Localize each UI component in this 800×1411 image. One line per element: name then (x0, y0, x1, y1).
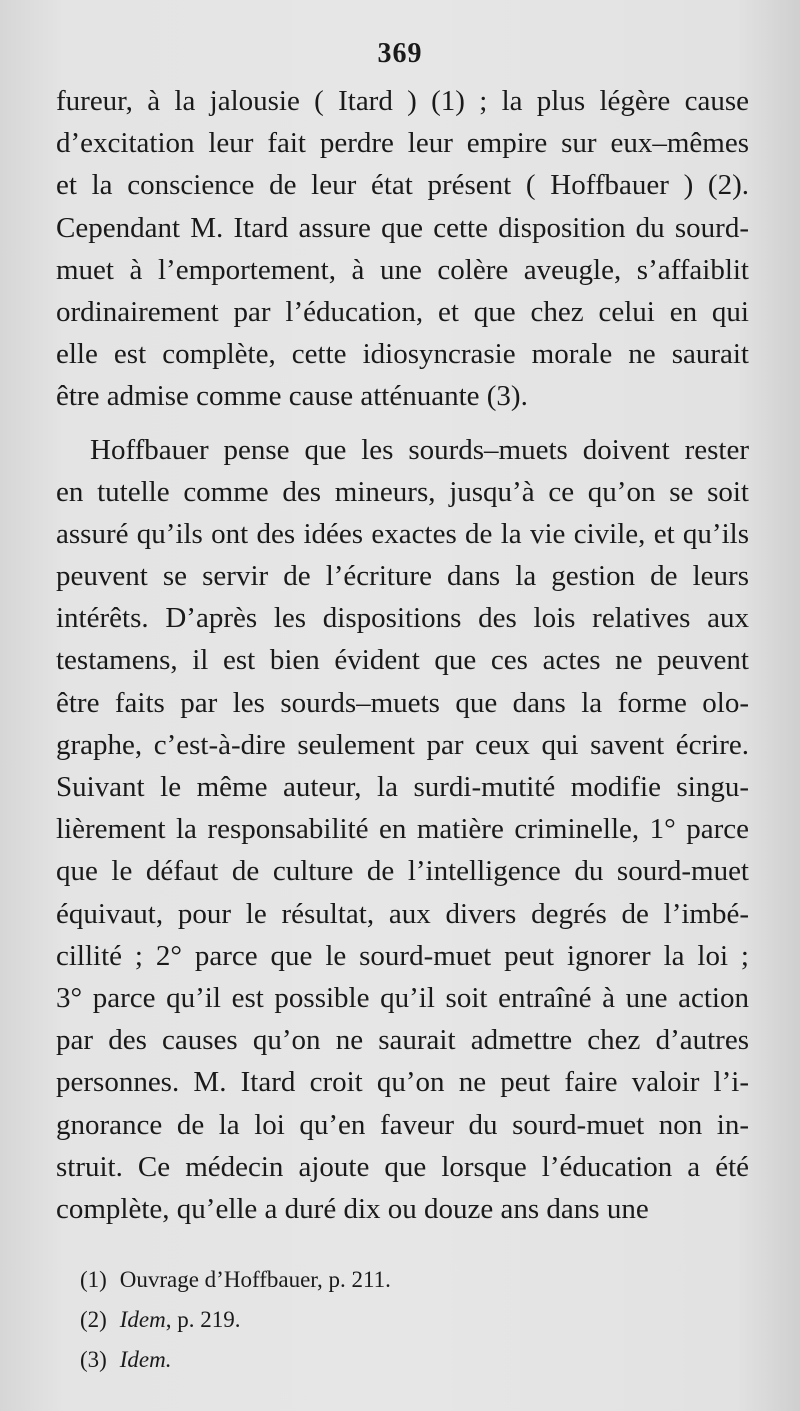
text-line: testamens, il est bien évident que ces actes ne peuvent (56, 644, 749, 677)
footnote-text-italic: Idem (119, 1307, 166, 1332)
text-line: personnes. M. Itard croit qu’on ne peut faire valoir l’i- (56, 1066, 749, 1099)
text-line: d’excitation leur fait perdre leur empire sur eux–mêmes (56, 127, 749, 160)
text-line: Hoffbauer pense que les sourds–muets doivent rester (90, 433, 749, 466)
text-line: muet à l’emportement, à une colère aveugle, s’affaiblit (56, 253, 749, 286)
text-line: assuré qu’ils ont des idées exactes de la vie civile, et qu’ils (56, 517, 749, 550)
text-line: lièrement la responsabilité en matière criminelle, 1° parce (56, 813, 749, 846)
footnote-number: (1) (80, 1267, 107, 1292)
text-line: que le défaut de culture de l’intelligence du sourd-muet (56, 855, 749, 888)
text-line: intérêts. D’après les dispositions des lois relatives aux (56, 602, 749, 635)
footnote (80, 1300, 730, 1340)
text-line: struit. Ce médecin ajoute que lorsque l’éducation a été (56, 1150, 749, 1183)
text-line: être admise comme cause atténuante (3). (56, 380, 528, 413)
footnote-number: (2) (80, 1307, 107, 1332)
footnote-text: Idem. (119, 1347, 172, 1372)
footnotes (80, 1260, 730, 1380)
text-line: fureur, à la jalousie ( Itard ) (1) ; la plus légère cause (56, 85, 749, 117)
text-line: graphe, c’est-à-dire seulement par ceux qui savent écrire. (56, 728, 749, 761)
text-line: elle est complète, cette idiosyncrasie morale ne saurait (56, 338, 749, 371)
footnote (80, 1260, 730, 1300)
text-line: équivaut, pour le résultat, aux divers degrés de l’imbé- (56, 897, 749, 930)
text-line: complète, qu’elle a duré dix ou douze ans dans une (56, 1192, 649, 1225)
text-line: être faits par les sourds–muets que dans la forme olo- (56, 686, 749, 719)
text-line: et la conscience de leur état présent ( Hoffbauer ) (2). (56, 169, 749, 202)
text-line: Cependant M. Itard assure que cette disposition du sourd- (56, 211, 749, 244)
text-line: Suivant le même auteur, la surdi-mutité modifie singu- (56, 771, 749, 803)
text-line: peuvent se servir de l’écriture dans la gestion de leurs (56, 560, 749, 593)
body-text (56, 80, 749, 1230)
text-line: cillité ; 2° parce que le sourd-muet peut ignorer la loi ; (56, 939, 749, 972)
text-line: gnorance de la loi qu’en faveur du sourd-muet non in- (56, 1108, 749, 1141)
page-number: 369 (377, 38, 423, 69)
paragraph-spacer (56, 418, 749, 429)
footnote-number: (3) (80, 1347, 107, 1372)
text-line: 3° parce qu’il est possible qu’il soit entraîné à une action (56, 981, 749, 1014)
footnote-text: , p. 219. (165, 1307, 241, 1332)
text-line: en tutelle comme des mineurs, jusqu’à ce qu’on se soit (56, 475, 749, 508)
footnote (80, 1340, 730, 1380)
text-line: par des causes qu’on ne saurait admettre chez d’autres (56, 1024, 749, 1057)
footnote-text: Ouvrage d’Hoffbauer, p. 211. (119, 1267, 391, 1292)
text-line: ordinairement par l’éducation, et que chez celui en qui (56, 295, 749, 328)
